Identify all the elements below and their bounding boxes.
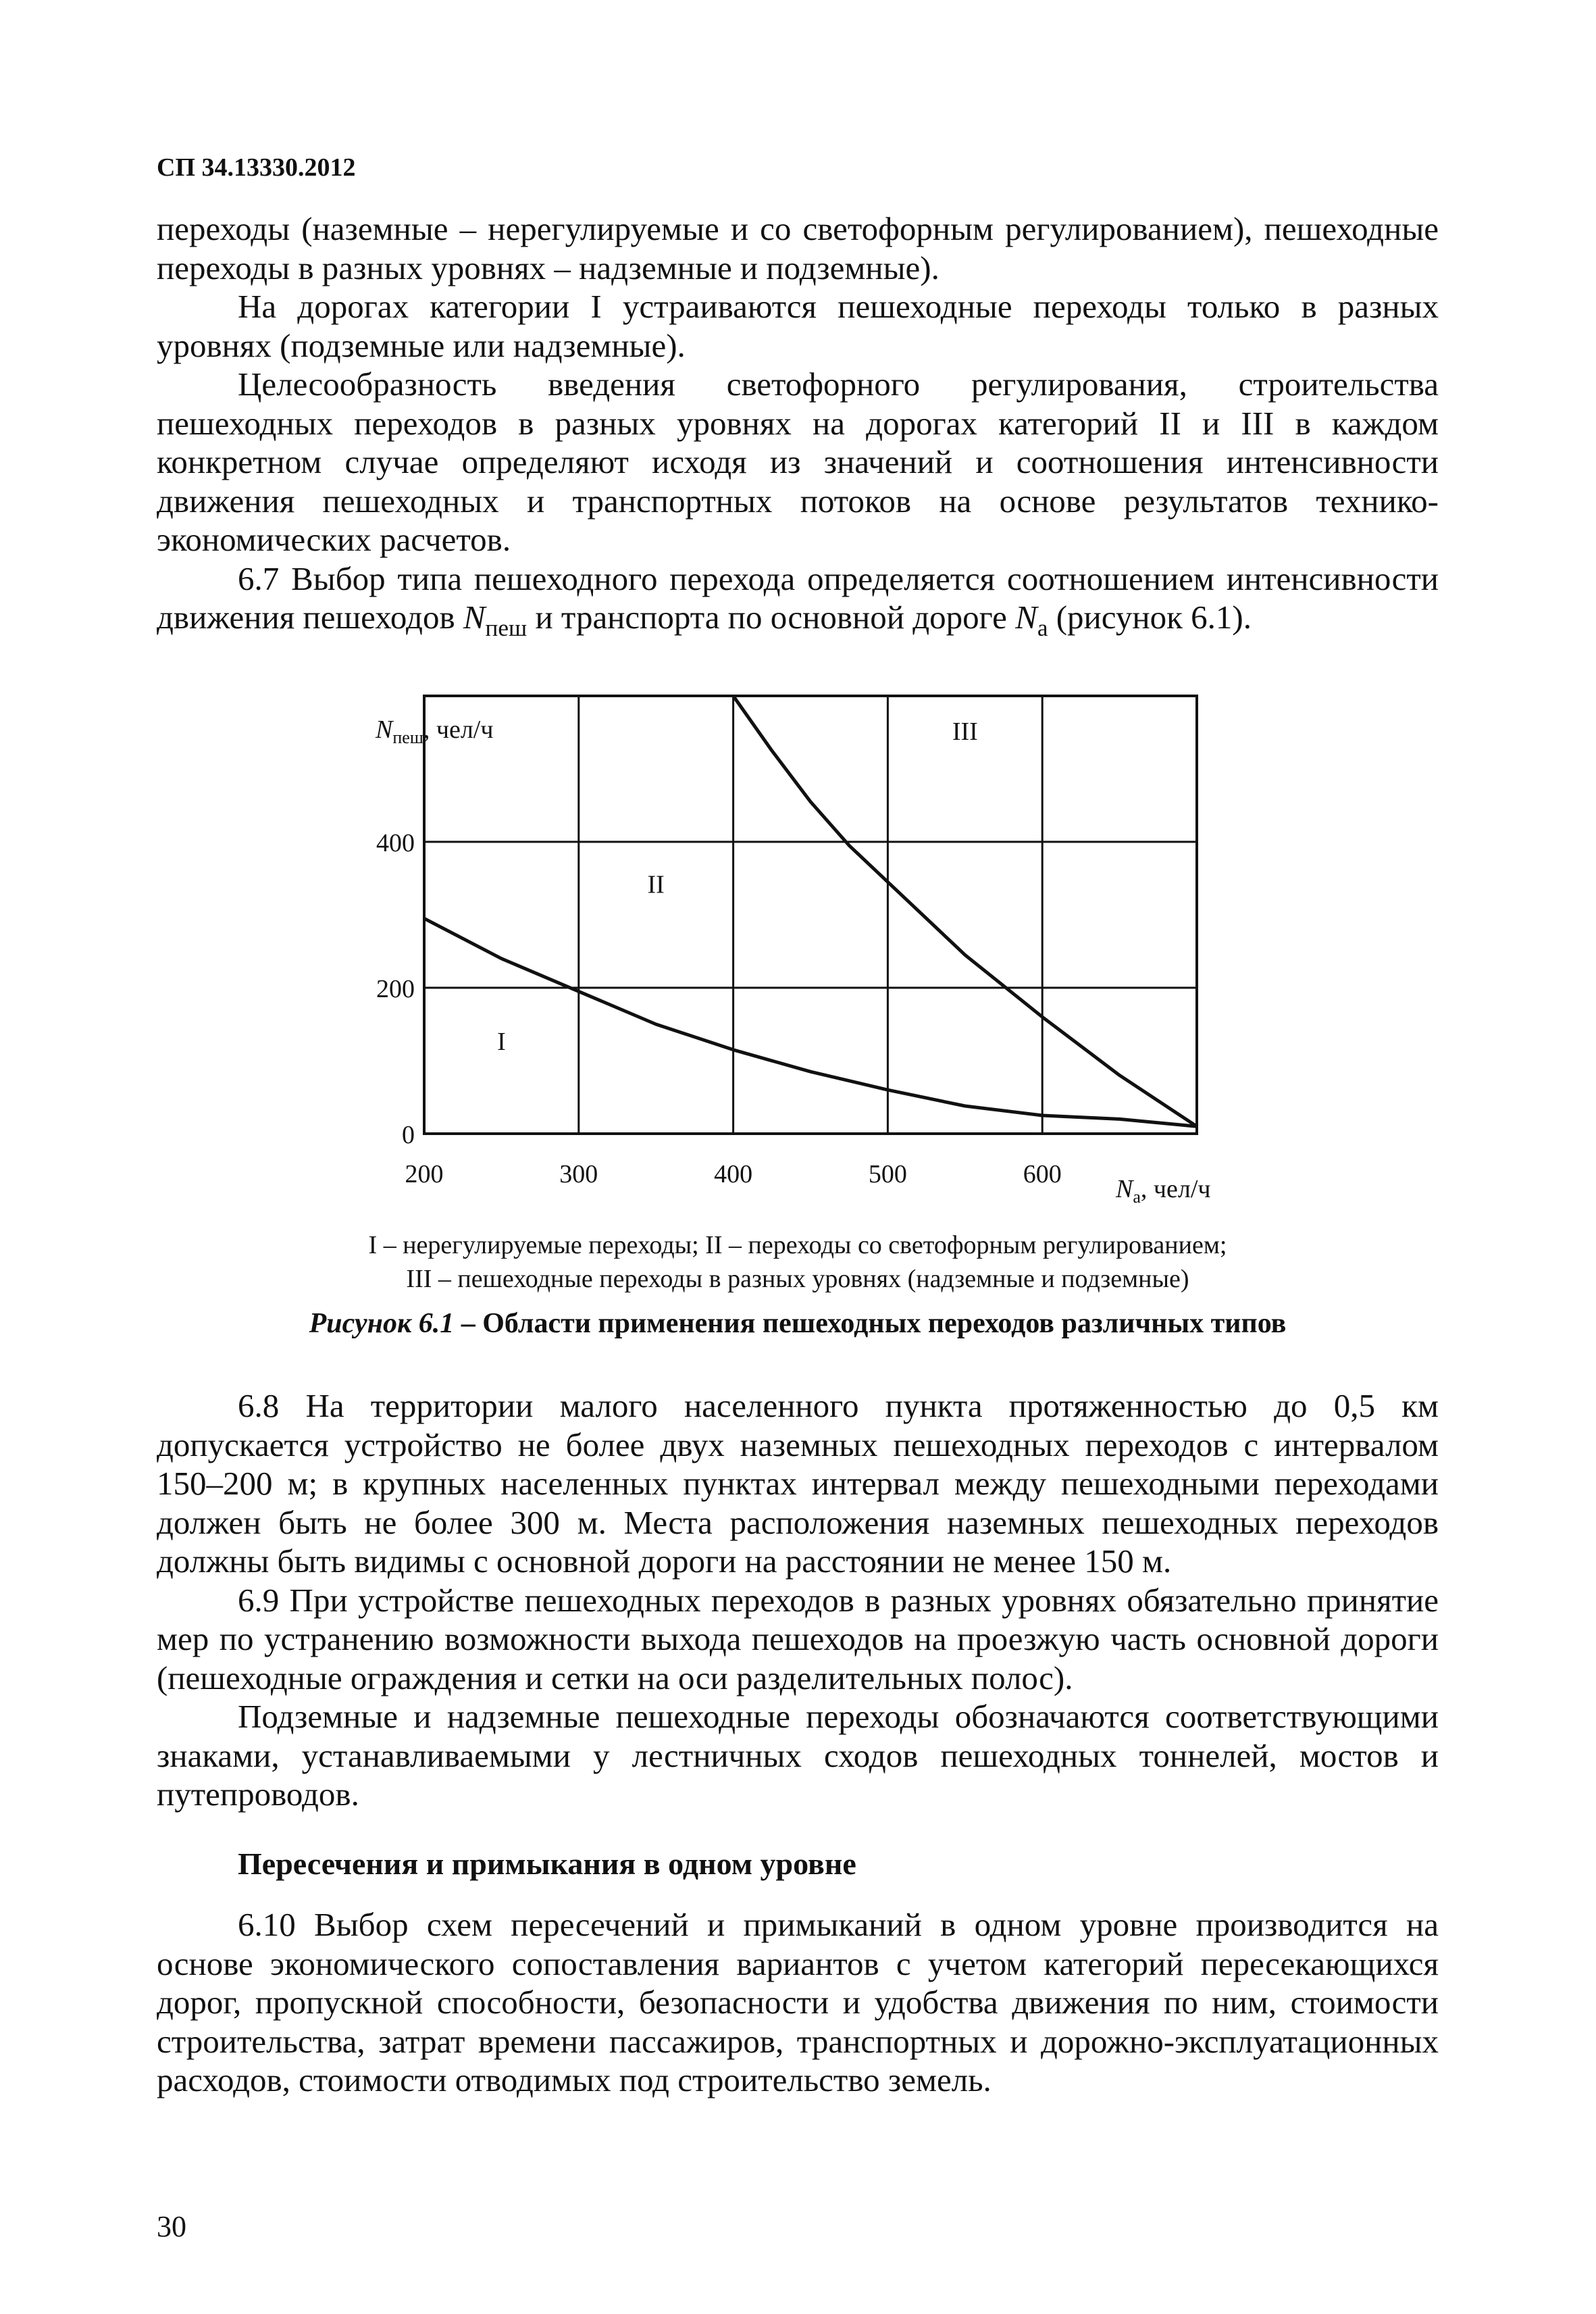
y-axis-label: $N_{пеш}$, чел/ч [376, 715, 494, 747]
boundary-curve [733, 696, 1197, 1126]
paragraph: Целесообразность введения светофорного регулирования, строительства пешеходных переходов в разных уровнях на дорогах категорий II и III в каждом конкретном случае определяют исходя из значений и соотношения интенсивности движения пешеходных и транспортных потоков на основе результатов технико-экономических расчетов. [157, 366, 1439, 558]
paragraph-6-10: 6.10 Выбор схем пересечений и примыканий в одном уровне производится на основе экономического сопоставления вариантов с учетом категорий пересекающихся дорог, пропускной способности, безопасности и удобства движения по ним, стоимости строительства, затрат времени пассажиров, транспортных и дорожно-эксплуатационных расходов, стоимости отводимых под строительство земель. [157, 1906, 1439, 2098]
section-heading: Пересечения и примыкания в одном уровне [238, 1846, 856, 1881]
paragraph: На дорогах категории I устраиваются пешеходные переходы только в разных уровнях (подземные или надземные). [157, 288, 1439, 364]
text-block-6-10 [157, 1905, 1439, 2100]
region-label: III [952, 717, 978, 746]
x-tick-label: 600 [1023, 1160, 1062, 1188]
paragraph-6-7: 6.7 Выбор типа пешеходного перехода определяется соотношением интенсивности движения пешеходов $N_{пеш}$ и транспорта по основной дороге $N_а$ (рисунок 6.1). [157, 559, 1439, 641]
chart-frame [424, 696, 1197, 1134]
x-tick-label: 300 [559, 1160, 598, 1188]
paragraph: Подземные и надземные пешеходные переходы обозначаются соответствующими знаками, устанавливаемыми у лестничных сходов пешеходных тоннелей, мостов и путепроводов. [157, 1698, 1439, 1813]
paragraph-6-8: 6.8 На территории малого населенного пункта протяженностью до 0,5 км допускается устройство не более двух наземных пешеходных переходов с интервалом 150–200 м; в крупных населенных пунктах интервал между пешеходными переходами должен быть не более 300 м. Места расположения наземных пешеходных переходов должны быть видимы с основной дороги на расстоянии не менее 150 м. [157, 1387, 1439, 1580]
chart-series [424, 696, 1197, 1126]
chart-grid [424, 696, 1197, 1134]
page-number: 30 [157, 2210, 186, 2243]
paragraph: переходы (наземные – нерегулируемые и со светофорным регулированием), пешеходные переходы в разных уровнях – надземные и подземные). [157, 210, 1439, 286]
boundary-curve [424, 918, 1197, 1126]
text-block-main [157, 1386, 1439, 1814]
y-tick-label: 200 [376, 975, 415, 1003]
figure-title: Рисунок 6.1 – Области применения пешеходных переходов различных типов [309, 1308, 1287, 1339]
region-label: I [497, 1027, 506, 1056]
y-tick-label: 0 [402, 1121, 415, 1149]
crossing-types-chart [338, 682, 1270, 1209]
chart-region-labels [497, 718, 978, 1056]
x-tick-label: 200 [405, 1160, 444, 1188]
region-label: II [647, 870, 665, 899]
legend-line: I – нерегулируемые переходы; II – переходы со светофорным регулированием; [368, 1231, 1227, 1259]
text-block-intro [157, 209, 1439, 647]
figure-legend [157, 1228, 1439, 1296]
y-tick-label: 400 [376, 829, 415, 857]
x-tick-label: 500 [868, 1160, 907, 1188]
x-tick-label: 400 [714, 1160, 753, 1188]
document-code: СП 34.13330.2012 [157, 153, 356, 182]
paragraph-6-9: 6.9 При устройстве пешеходных переходов в разных уровнях обязательно принятие мер по устранению возможности выхода пешеходов на проезжую часть основной дороги (пешеходные ограждения и сетки на оси разделительных полос). [157, 1581, 1439, 1696]
x-axis-label: $N_а$, чел/ч [1116, 1175, 1211, 1207]
legend-line: III – пешеходные переходы в разных уровнях (надземные и подземные) [406, 1265, 1189, 1293]
